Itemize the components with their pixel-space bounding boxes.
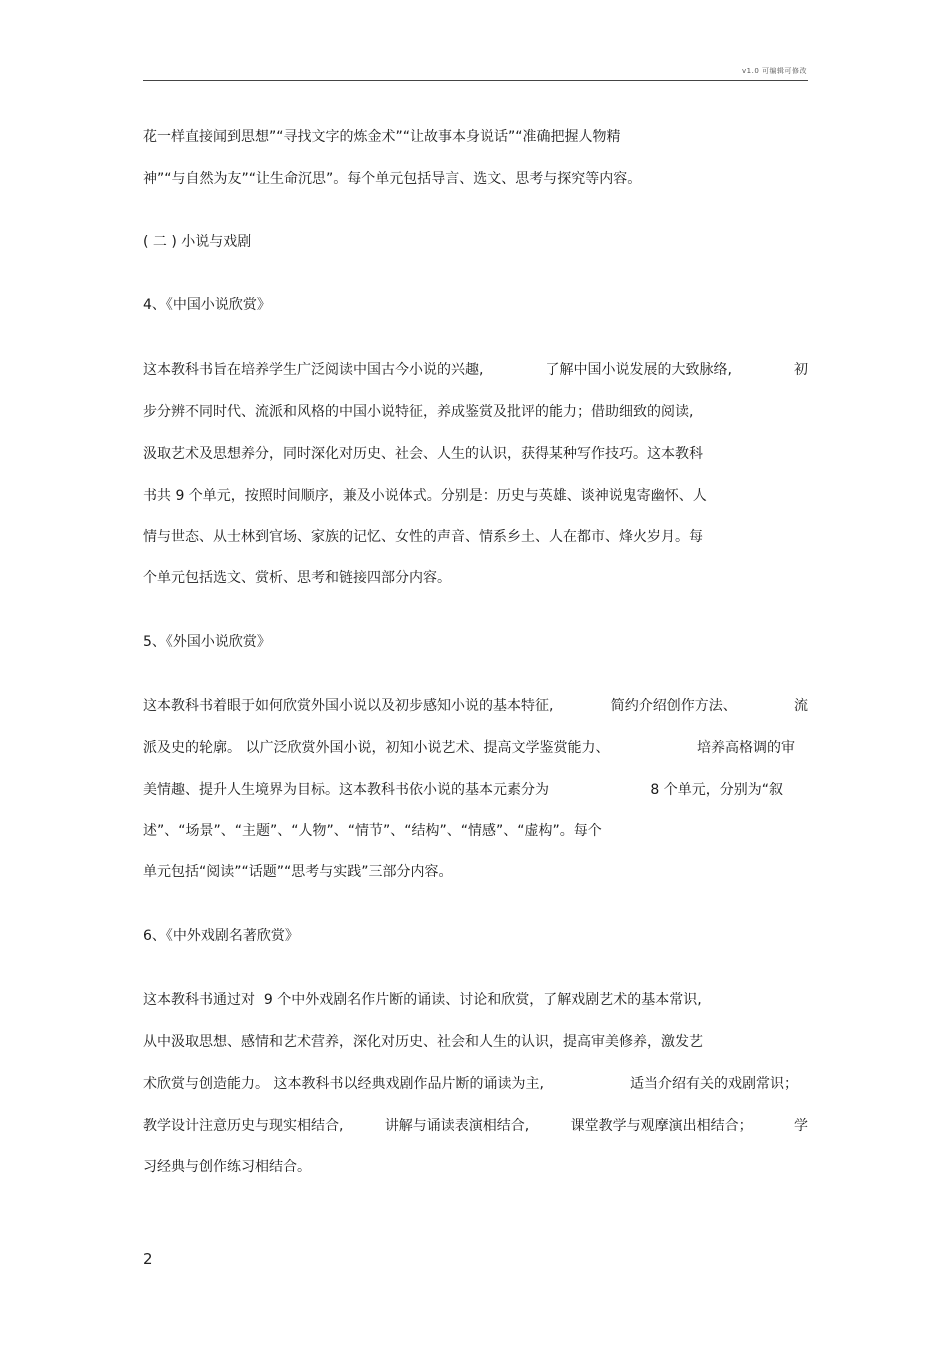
header-tag: v1.0 可编辑可修改 [742,67,807,75]
item-heading: 5、《外国小说欣赏》 [143,634,271,650]
body-line: 这本教科书通过对 9 个中外戏剧名作片断的诵读、讨论和欣赏，了解戏剧艺术的基本常识, [143,992,702,1008]
text-segment: 简约介绍创作方法、 [610,698,737,714]
text-segment: 培养高格调的审 [697,740,795,756]
text-segment: 课堂教学与观摩演出相结合； [570,1118,753,1134]
text-segment: 美情趣、提升人生境界为目标。这本教科书依小说的基本元素分为 [143,782,549,798]
body-line [143,1117,808,1135]
text-segment: 适当介绍有关的戏剧常识； [630,1076,798,1092]
text-segment: 派及史的轮廓。 以广泛欣赏外国小说，初知小说艺术、提高文学鉴赏能力、 [143,740,610,756]
text-segment: 流 [793,698,808,714]
body-line: 花一样直接闻到思想”“寻找文字的炼金术”“让故事本身说话”“准确把握人物精 [143,129,621,145]
body-line [143,697,808,715]
page-number: 2 [143,1250,153,1268]
body-line: 从中汲取思想、感情和艺术营养，深化对历史、社会和人生的认识，提高审美修养，激发艺 [143,1034,703,1050]
text-segment: 教学设计注意历史与现实相结合, [143,1118,344,1134]
text-segment: 讲解与诵读表演相结合, [384,1118,530,1134]
text-segment: 学 [793,1118,808,1134]
body-line: 单元包括“阅读”“话题”“思考与实践”三部分内容。 [143,864,453,880]
body-line: 步分辨不同时代、流派和风格的中国小说特征，养成鉴赏及批评的能力；借助细致的阅读, [143,404,694,420]
body-line: 书共 9 个单元，按照时间顺序，兼及小说体式。分别是：历史与英雄、谈神说鬼寄幽怀、人 [143,488,707,504]
item-heading: 6、《中外戏剧名著欣赏》 [143,928,299,944]
body-line [143,739,795,757]
text-segment: 8 个单元，分别为“叙 [650,782,783,798]
text-segment: 这本教科书着眼于如何欣赏外国小说以及初步感知小说的基本特征, [143,698,554,714]
body-line [143,1075,798,1093]
item-heading: 4、《中国小说欣赏》 [143,297,271,313]
body-line: 习经典与创作练习相结合。 [143,1159,311,1175]
text-segment: 了解中国小说发展的大致脉络, [545,362,732,378]
body-line: 神”“与自然为友”“让生命沉思”。每个单元包括导言、选文、思考与探究等内容。 [143,171,642,187]
body-line: 述”、“场景”、“主题”、“人物”、“情节”、“结构”、“情感”、“虚构”。每个 [143,823,602,839]
body-line [143,781,783,799]
body-line: 情与世态、从士林到官场、家族的记忆、女性的声音、情系乡土、人在都市、烽火岁月。每 [143,529,703,545]
header-rule [143,80,808,81]
section-heading: ( 二 ) 小说与戏剧 [143,234,252,250]
text-segment: 这本教科书旨在培养学生广泛阅读中国古今小说的兴趣, [143,362,484,378]
text-segment: 术欣赏与创造能力。 这本教科书以经典戏剧作品片断的诵读为主, [143,1076,544,1092]
body-line [143,361,808,379]
text-segment: 初 [794,362,808,378]
body-line: 汲取艺术及思想养分，同时深化对历史、社会、人生的认识，获得某种写作技巧。这本教科 [143,446,703,462]
body-line: 个单元包括选文、赏析、思考和链接四部分内容。 [143,570,451,586]
